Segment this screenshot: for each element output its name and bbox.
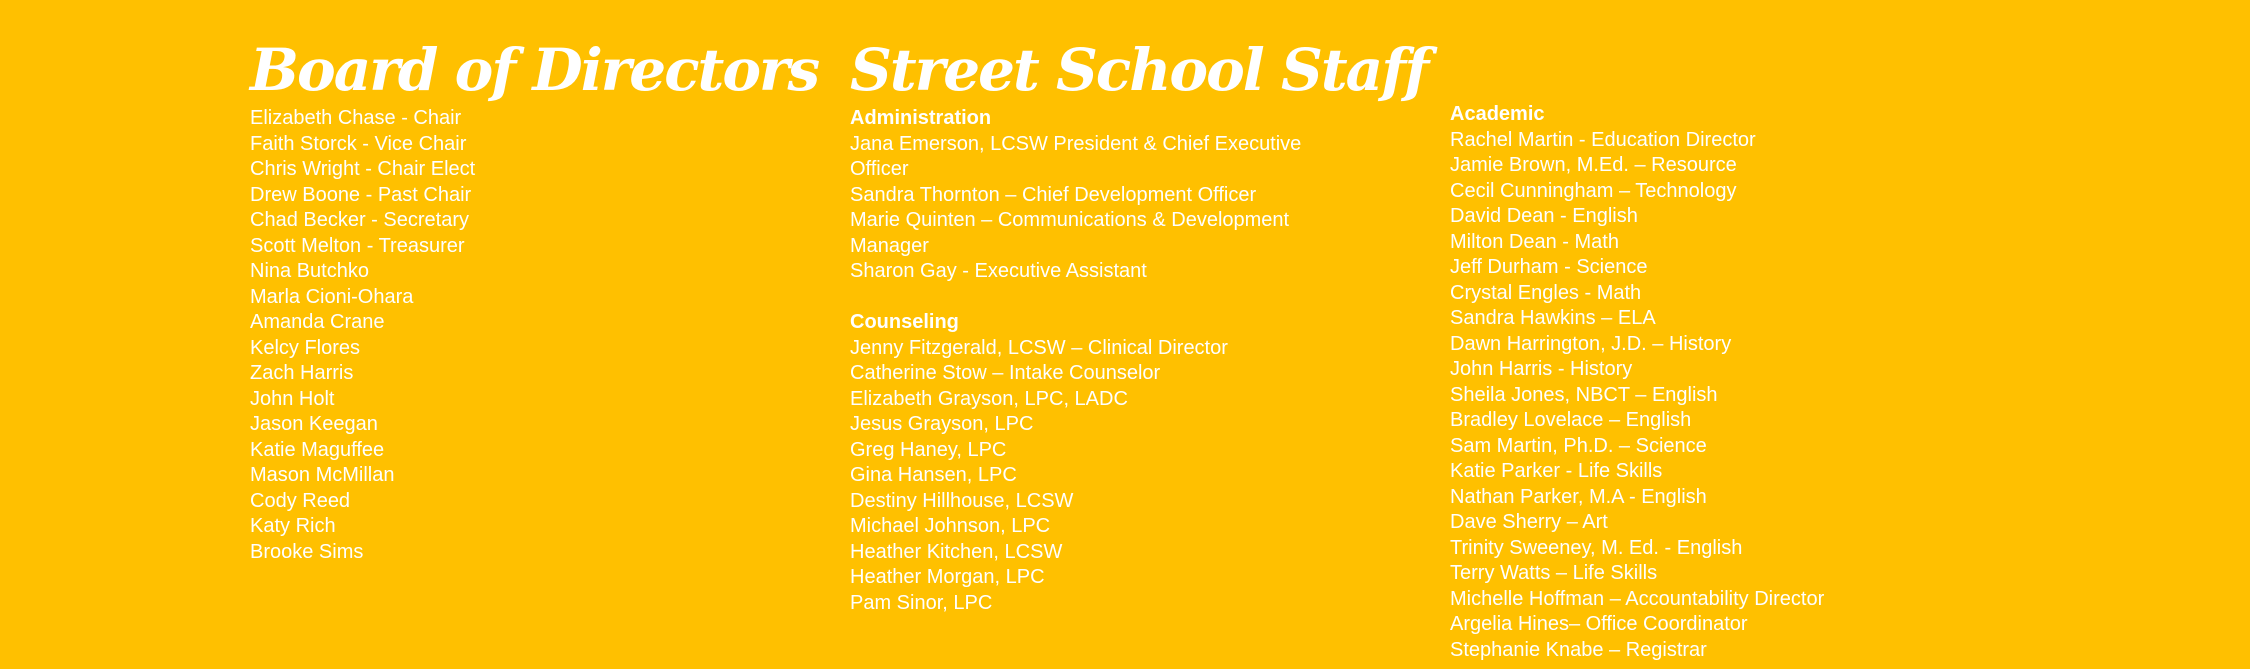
list-item: Stephanie Knabe – Registrar (1450, 638, 1707, 661)
list-item: Zach Harris (250, 362, 354, 384)
list-item: Jamie Brown, M.Ed. – Resource (1450, 154, 1737, 176)
list-item: Trinity Sweeney, M. Ed. - English (1450, 536, 1743, 559)
academic-list (1450, 128, 1824, 664)
list-item: Chad Becker - Secretary (250, 209, 469, 231)
list-item: Cecil Cunningham – Technology (1450, 179, 1737, 202)
list-item: Sharon Gay - Executive Assistant (850, 260, 1147, 282)
list-item: Gina Hansen, LPC (850, 464, 1017, 486)
list-item: Nathan Parker, M.A - English (1450, 485, 1707, 508)
list-item: Faith Storck - Vice Chair (250, 132, 467, 155)
administration-list (850, 132, 1350, 285)
list-item: Argelia Hines– Office Coordinator (1450, 613, 1748, 635)
list-item: Dawn Harrington, J.D. – History (1450, 332, 1732, 355)
academic-heading: Academic (1450, 103, 1545, 125)
list-item: Sheila Jones, NBCT – English (1450, 383, 1718, 406)
staff-title: Street School Staff (850, 36, 1428, 104)
counseling-section (850, 310, 1228, 616)
list-item: Marla Cioni-Ohara (250, 285, 414, 308)
counseling-heading: Counseling (850, 311, 959, 333)
list-item: Cody Reed (250, 489, 351, 512)
list-item: Brooke Sims (250, 540, 364, 563)
list-item: Katie Maguffee (250, 438, 385, 461)
list-item: Jana Emerson, LCSW President & Chief Executive Officer (850, 132, 1302, 180)
list-item: Amanda Crane (250, 311, 385, 333)
list-item: Greg Haney, LPC (850, 438, 1007, 461)
list-item: Jesus Grayson, LPC (850, 413, 1034, 435)
list-item: Sandra Thornton – Chief Development Officer (850, 183, 1257, 206)
list-item: Mason McMillan (250, 464, 395, 486)
list-item: Jason Keegan (250, 413, 378, 435)
counseling-list (850, 336, 1228, 617)
list-item: John Harris - History (1450, 358, 1633, 380)
list-item: Milton Dean - Math (1450, 230, 1619, 253)
administration-heading: Administration (850, 107, 992, 129)
list-item: Sandra Hawkins – ELA (1450, 307, 1656, 329)
board-member-list (250, 106, 475, 565)
list-item: Michelle Hoffman – Accountability Director (1450, 587, 1825, 610)
list-item: Dave Sherry – Art (1450, 511, 1608, 533)
list-item: Scott Melton - Treasurer (250, 234, 465, 257)
list-item: Nina Butchko (250, 260, 369, 282)
list-item: Catherine Stow – Intake Counselor (850, 362, 1161, 384)
list-item: Rachel Martin - Education Director (1450, 128, 1756, 151)
list-item: Terry Watts – Life Skills (1450, 562, 1658, 584)
list-item: Kelcy Flores (250, 336, 361, 359)
list-item: Drew Boone - Past Chair (250, 183, 472, 206)
list-item: Katie Parker - Life Skills (1450, 460, 1663, 482)
list-item: Destiny Hillhouse, LCSW (850, 489, 1074, 512)
list-item: David Dean - English (1450, 205, 1638, 227)
list-item: Pam Sinor, LPC (850, 591, 993, 614)
list-item: Katy Rich (250, 515, 336, 537)
list-item: Heather Kitchen, LCSW (850, 540, 1063, 563)
academic-section (1450, 102, 1824, 663)
list-item: Marie Quinten – Communications & Development Manager (850, 209, 1290, 257)
list-item: Chris Wright - Chair Elect (250, 158, 476, 180)
list-item: Michael Johnson, LPC (850, 515, 1051, 537)
list-item: Elizabeth Chase - Chair (250, 107, 462, 129)
board-title: Board of Directors (250, 36, 819, 104)
list-item: Bradley Lovelace – English (1450, 409, 1692, 431)
list-item: Elizabeth Grayson, LPC, LADC (850, 387, 1128, 410)
list-item: Sam Martin, Ph.D. – Science (1450, 434, 1707, 457)
administration-section (850, 106, 1350, 285)
list-item: Heather Morgan, LPC (850, 566, 1045, 588)
list-item: Jenny Fitzgerald, LCSW – Clinical Director (850, 336, 1228, 359)
list-item: John Holt (250, 387, 335, 410)
list-item: Crystal Engles - Math (1450, 281, 1642, 304)
list-item: Jeff Durham - Science (1450, 256, 1648, 278)
